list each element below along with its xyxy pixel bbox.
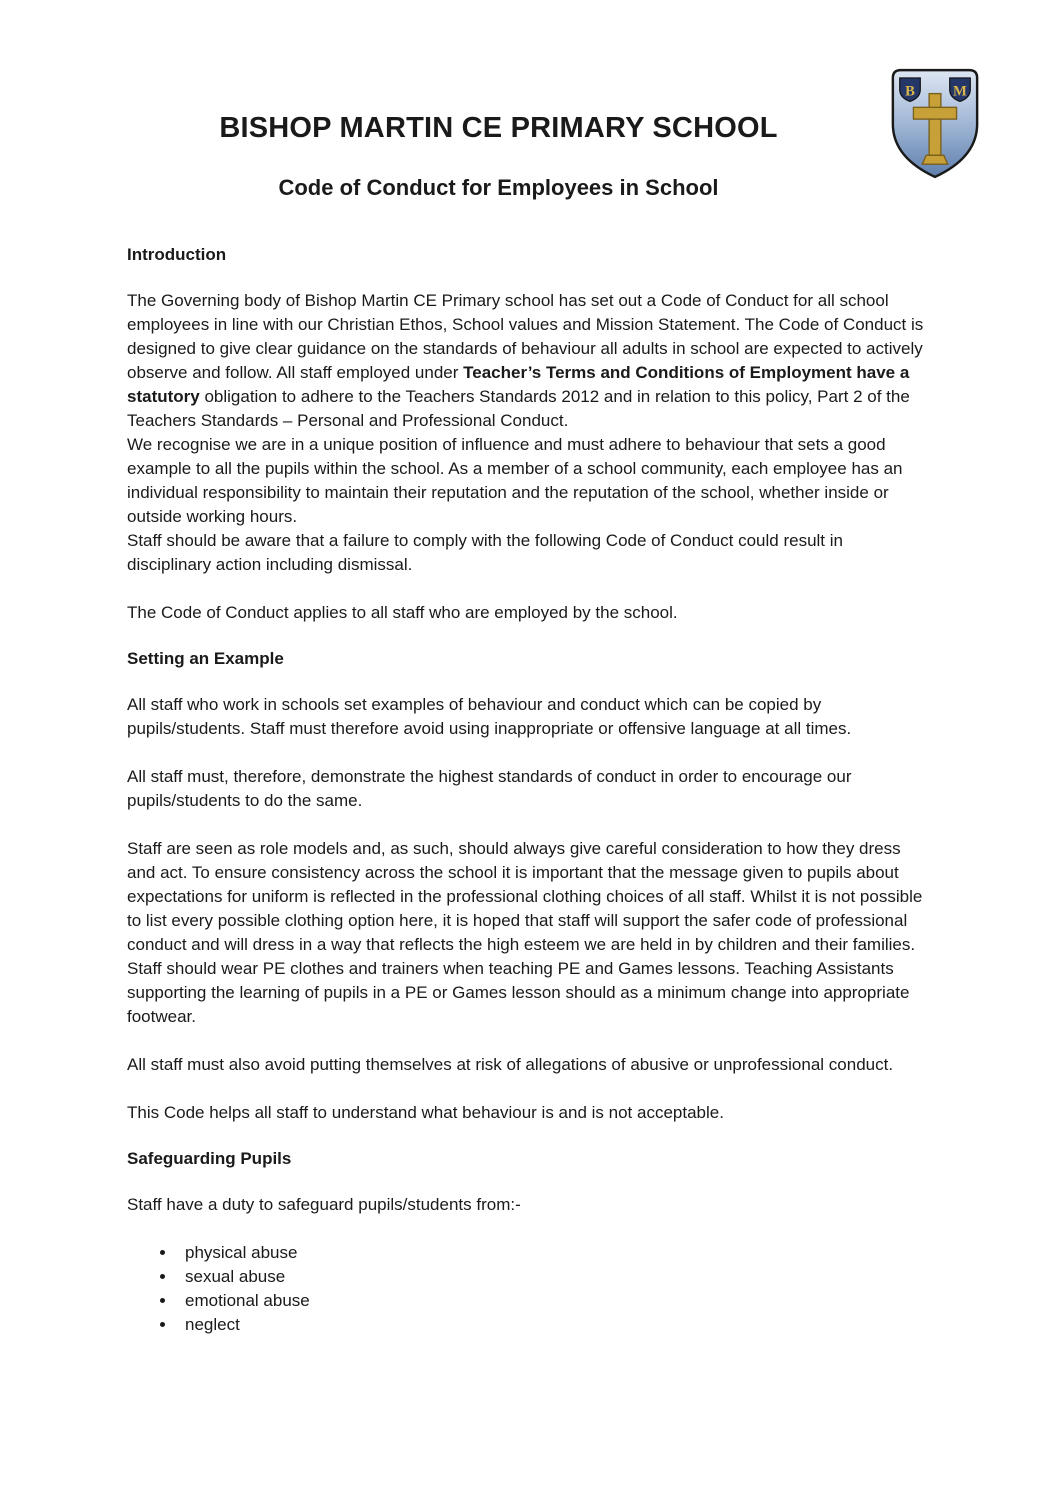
section-safeguarding-pupils	[127, 1149, 930, 1337]
cross-vertical	[929, 94, 941, 156]
list-item: • emotional abuse	[177, 1289, 930, 1313]
section-introduction	[127, 245, 930, 625]
setting-example-paragraph-2: All staff must, therefore, demonstrate the highest standards of conduct in order to encourage our pupils/students to do the same.	[127, 767, 852, 810]
school-crest-icon	[886, 66, 984, 182]
introduction-body	[127, 289, 930, 577]
crest-letter-b: B	[905, 83, 915, 100]
introduction-heading: Introduction	[127, 245, 227, 264]
cross-horizontal	[913, 107, 956, 119]
setting-example-paragraph-5: This Code helps all staff to understand what behaviour is and is not acceptable.	[127, 1103, 724, 1122]
school-crest-logo	[886, 66, 984, 182]
intro-p1-text-a: The Governing body of Bishop Martin CE Primary school has set out a Code of Conduct for all school employees in line with our Christian Ethos, School values and Mission Statement. The Code of Conduct is designed to give clear guidance on the standards of behaviour all adults in school are expected to actively observe and follow. All staff employed under	[127, 291, 924, 382]
setting-example-paragraph-3: Staff are seen as role models and, as such, should always give careful consideration to how they dress and act. To ensure consistency across the school it is important that the message given to pupils about expectations for uniform is reflected in the professional clothing choices of all staff. Whilst it is not possible to list every possible clothing option here, it is hoped that staff will support the safer code of professional conduct and will dress in a way that reflects the high esteem we are held in by children and their families. Staff should wear PE clothes and trainers when teaching PE and Games lessons. Teaching Assistants supporting the learning of pupils in a PE or Games lesson should as a minimum change into appropriate footwear.	[127, 839, 923, 1026]
intro-paragraph-3: Staff should be aware that a failure to comply with the following Code of Conduct could result in disciplinary action including dismissal.	[127, 531, 843, 574]
crest-letter-m: M	[953, 83, 967, 100]
intro-p1-text-b: obligation to adhere to the Teachers Standards 2012 and in relation to this policy, Part 2 of the Teachers Standards – Personal and Professional Conduct.	[127, 387, 910, 430]
cross-base	[922, 155, 947, 164]
document-subtitle: Code of Conduct for Employees in School	[278, 175, 719, 200]
setting-example-heading: Setting an Example	[127, 649, 284, 668]
safeguarding-bullet-list	[127, 1241, 930, 1337]
safeguarding-intro: Staff have a duty to safeguard pupils/students from:-	[127, 1195, 521, 1214]
list-item: • neglect	[177, 1313, 930, 1337]
setting-example-paragraph-4: All staff must also avoid putting themselves at risk of allegations of abusive or unprofessional conduct.	[127, 1055, 894, 1074]
section-setting-an-example	[127, 649, 930, 1125]
list-item: • physical abuse	[177, 1241, 930, 1265]
safeguarding-heading: Safeguarding Pupils	[127, 1149, 292, 1168]
setting-example-paragraph-1: All staff who work in schools set examples of behaviour and conduct which can be copied by pupils/students. Staff must therefore avoid using inappropriate or offensive language at all times.	[127, 695, 852, 738]
list-item: • sexual abuse	[177, 1265, 930, 1289]
document-title: BISHOP MARTIN CE PRIMARY SCHOOL	[219, 112, 778, 144]
intro-p1-bold-text: Teacher’s Terms and Conditions of Employment have a statutory	[127, 363, 910, 406]
intro-paragraph-1	[127, 289, 930, 433]
intro-paragraph-4: The Code of Conduct applies to all staff who are employed by the school.	[127, 603, 678, 622]
intro-paragraph-2: We recognise we are in a unique position of influence and must adhere to behaviour that sets a good example to all the pupils within the school. As a member of a school community, each employee has an individual responsibility to maintain their reputation and the reputation of the school, whether inside or outside working hours.	[127, 435, 903, 526]
